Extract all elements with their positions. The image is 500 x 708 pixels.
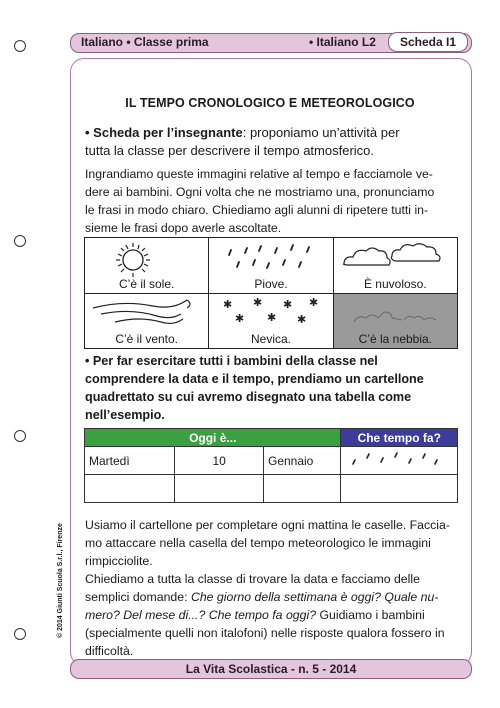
wind-icon xyxy=(85,294,209,334)
header-language: • Italiano L2 xyxy=(309,35,376,49)
rain-icon xyxy=(209,238,333,278)
cell-empty xyxy=(85,475,175,503)
weather-caption: È nuvoloso. xyxy=(363,276,427,291)
weather-card-snow xyxy=(209,293,333,349)
section3-text: Usiamo il cartellone per completare ogni mattina le caselle. Faccia- mo attaccare nella casella del tempo meteorologico le immagini rimpicciolite. Chiediamo a tutta la classe di trovare la data e facciamo delle semplici domande: Che giorno della settimana è oggi? Quale nu- mero? Del mese di...? Che tempo fa oggi? Guidiamo i bambini (specialmente quelli non italofoni) nelle risposte qualora fossero in difficoltà. xyxy=(85,518,450,658)
sun-icon xyxy=(85,238,209,278)
cell-weather xyxy=(341,447,458,475)
weather-caption: Piove. xyxy=(254,276,288,291)
section1-lead: • Scheda per l’insegnante: proponiamo un’attività per tutta la classe per descrivere il tempo atmosferico. xyxy=(85,125,400,158)
cloud-icon xyxy=(334,238,458,278)
svg-text:✱: ✱ xyxy=(223,297,233,311)
header-weather: Che tempo fa? xyxy=(341,429,458,447)
fog-icon xyxy=(334,294,458,334)
footer-bar: La Vita Scolastica - n. 5 - 2014 xyxy=(70,659,472,679)
cell-number: 10 xyxy=(175,447,264,475)
svg-text:✱: ✱ xyxy=(309,295,319,309)
section2-text: • Per far esercitare tutti i bambini della classe nel comprendere la data e il tempo, prendiamo un cartellone quadrettato su cui avremo disegnato una tabella come nell’esempio. xyxy=(85,354,424,422)
section1-body: Ingrandiamo queste immagini relative al tempo e facciamole ve- dere ai bambini. Ogni volta che ne mostriamo una, pronunciamo le frasi in modo chiaro. Chiediamo agli alunni di ripetere tutti in- sieme le frasi dopo averle ascoltate. xyxy=(85,167,435,235)
weather-caption: C’è il sole. xyxy=(118,276,175,291)
scheda-badge: Scheda I1 xyxy=(388,32,468,52)
svg-text:✱: ✱ xyxy=(297,312,307,326)
date-weather-table xyxy=(84,428,458,503)
cell-empty xyxy=(175,475,264,503)
weather-caption: Nevica. xyxy=(250,332,291,346)
header-date: Oggi è... xyxy=(85,429,341,447)
svg-text:✱: ✱ xyxy=(283,297,293,311)
binder-hole xyxy=(14,40,26,52)
cell-day: Martedì xyxy=(85,447,175,475)
rain-icon xyxy=(345,448,445,470)
weather-caption: C’è la nebbia. xyxy=(358,332,433,346)
svg-text:✱: ✱ xyxy=(267,310,277,324)
header-subject: Italiano • Classe prima xyxy=(81,35,209,49)
weather-card-wind xyxy=(85,293,209,349)
binder-hole xyxy=(14,430,26,442)
weather-card-sun xyxy=(85,238,209,294)
binder-hole xyxy=(14,235,26,247)
weather-card-fog xyxy=(333,293,457,349)
weather-card-rain xyxy=(209,238,333,294)
weather-caption: C’è il vento. xyxy=(115,332,179,346)
cell-month: Gennaio xyxy=(263,447,340,475)
binder-hole xyxy=(14,628,26,640)
copyright-note: © 2014 Giunti Scuola S.r.l., Firenze xyxy=(57,523,64,638)
section1-label: • Scheda per l’insegnante xyxy=(85,125,243,140)
snow-icon xyxy=(209,294,333,334)
page-title: IL TEMPO CRONOLOGICO E METEOROLOGICO xyxy=(125,96,415,110)
cell-empty xyxy=(341,475,458,503)
weather-image-grid xyxy=(84,237,458,349)
svg-text:✱: ✱ xyxy=(235,311,245,325)
svg-text:✱: ✱ xyxy=(253,295,263,309)
cell-empty xyxy=(263,475,340,503)
weather-card-cloud xyxy=(333,238,457,294)
